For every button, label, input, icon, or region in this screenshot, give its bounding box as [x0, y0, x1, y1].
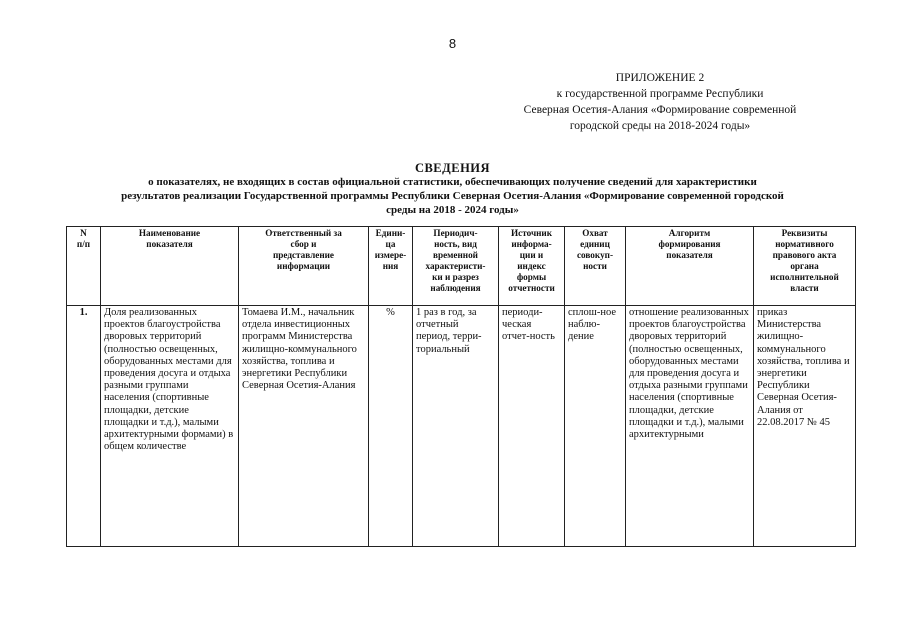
cell-number: 1. [67, 306, 101, 547]
col-header-coverage: Охват единиц совокуп- ности [565, 227, 626, 306]
cell-responsible: Томаева И.М., начальник отдела инвестиционных программ Министерства жилищно-коммунального хозяйства, топлива и энергетики Республики Северная Осетия-Алания [239, 306, 369, 547]
col-header-periodicity: Периодич- ность, вид временной характеристи- ки и разрез наблюдения [413, 227, 499, 306]
col-header-name: Наименование показателя [101, 227, 239, 306]
document-title: СВЕДЕНИЯ [414, 161, 491, 175]
col-header-requisites: Реквизиты нормативного правового акта органа исполнительной власти [754, 227, 856, 306]
cell-algorithm: отношение реализованных проектов благоустройства дворовых территорий (полностью освещенных, оборудованных местами для проведения досуга и отдыха разными группами населения (спортивные площадки, детские площадки и т.д.), малыми архитектурными [626, 306, 754, 547]
document-heading [80, 161, 825, 217]
cell-name: Доля реализованных проектов благоустройства дворовых территорий (полностью освещенных, оборудованных местами для проведения досуга и отдыха разными группами населения (спортивные площадки, детские площадки и т.д.), малыми архитектурными формами) в общем количестве [101, 306, 239, 547]
col-header-algorithm: Алгоритм формирования показателя [626, 227, 754, 306]
appendix-line-3: городской среды на 2018-2024 годы» [569, 120, 751, 132]
cell-periodicity: 1 раз в год, за отчетный период, терри-ториальный [413, 306, 499, 547]
col-header-number: N п/п [67, 227, 101, 306]
page-number: 8 [448, 36, 457, 51]
cell-requisites: приказ Министерства жилищно-коммунального хозяйства, топлива и энергетики Республики Северная Осетия-Алания от 22.08.2017 № 45 [754, 306, 856, 547]
cell-coverage: сплош-ное наблю-дение [565, 306, 626, 547]
table-row [67, 306, 856, 547]
cell-unit: % [369, 306, 413, 547]
col-header-unit: Едини- ца измере- ния [369, 227, 413, 306]
heading-line-2: результатов реализации Государственной программы Республики Северная Осетия-Алания «Формирование современной городской [121, 190, 784, 202]
heading-line-1: о показателях, не входящих в состав официальной статистики, обеспечивающих получение сведений для характеристики [148, 176, 757, 188]
table-header-row [67, 227, 856, 306]
appendix-line-2: Северная Осетия-Алания «Формирование современной [523, 104, 797, 116]
heading-line-3: среды на 2018 - 2024 годы» [386, 204, 519, 216]
col-header-responsible: Ответственный за сбор и представление информации [239, 227, 369, 306]
appendix-title: ПРИЛОЖЕНИЕ 2 [615, 72, 705, 84]
appendix-line-1: к государственной программе Республики [556, 88, 764, 100]
appendix-block [500, 70, 820, 134]
indicators-table [66, 226, 856, 547]
cell-source: периоди-ческая отчет-ность [499, 306, 565, 547]
col-header-source: Источник информа- ции и индекс формы отчетности [499, 227, 565, 306]
